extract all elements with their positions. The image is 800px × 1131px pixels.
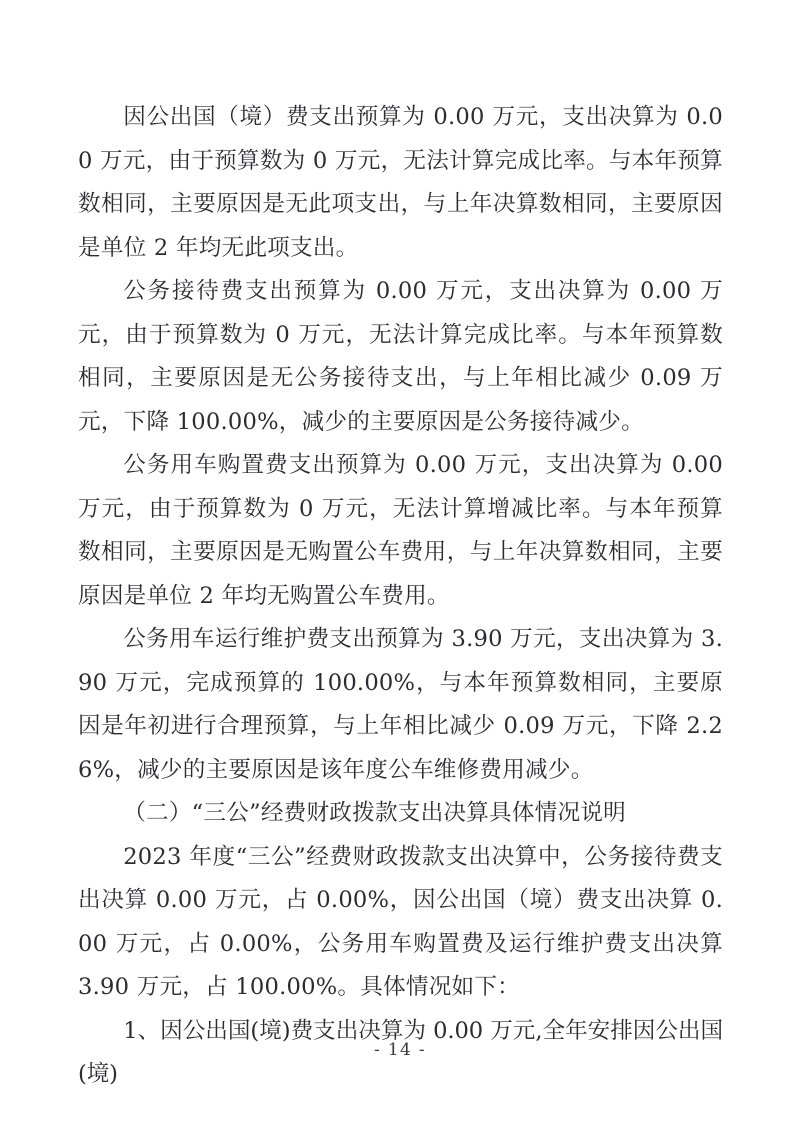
paragraph-overseas-travel-expense: 因公出国（境）费支出预算为 0.00 万元，支出决算为 0.00 万元，由于预算数为 0 万元，无法计算完成比率。与本年预算数相同，主要原因是无此项支出，与上年决算数相同，主要原因是单位 2 年均无此项支出。: [78, 104, 723, 261]
paragraph-vehicle-purchase-expense: 公务用车购置费支出预算为 0.00 万元，支出决算为 0.00 万元，由于预算数为 0 万元，无法计算增减比率。与本年预算数相同，主要原因是无购置公车费用，与上年决算数相同，主要原因是单位 2 年均无购置公车费用。: [78, 452, 723, 609]
paragraph-official-reception-expense: 公务接待费支出预算为 0.00 万元，支出决算为 0.00 万元，由于预算数为 0 万元，无法计算完成比率。与本年预算数相同，主要原因是无公务接待支出，与上年相比减少 0.09 万元，下降 100.00%，减少的主要原因是公务接待减少。: [78, 278, 723, 435]
paragraph-vehicle-maintenance-expense: 公务用车运行维护费支出预算为 3.90 万元，支出决算为 3.90 万元，完成预算的 100.00%，与本年预算数相同，主要原因是年初进行合理预算，与上年相比减少 0.09 万元，下降 2.26%，减少的主要原因是该年度公车维修费用减少。: [78, 626, 723, 783]
page-number-footer: - 14 -: [373, 1040, 427, 1060]
paragraph-2023-three-public-summary: 2023 年度“三公”经费财政拨款支出决算中，公务接待费支出决算 0.00 万元，占 0.00%，因公出国（境）费支出决算 0.00 万元，占 0.00%，公务用车购置费及运行维护费支出决算 3.90 万元，占 100.00%。具体情况如下：: [78, 843, 723, 1000]
paragraph-item-1-overseas-travel: 1、因公出国(境)费支出决算为 0.00 万元,全年安排因公出国(境): [78, 1017, 723, 1087]
section-heading-two: （二）“三公”经费财政拨款支出决算具体情况说明: [123, 800, 626, 826]
page-body: [78, 96, 723, 1097]
